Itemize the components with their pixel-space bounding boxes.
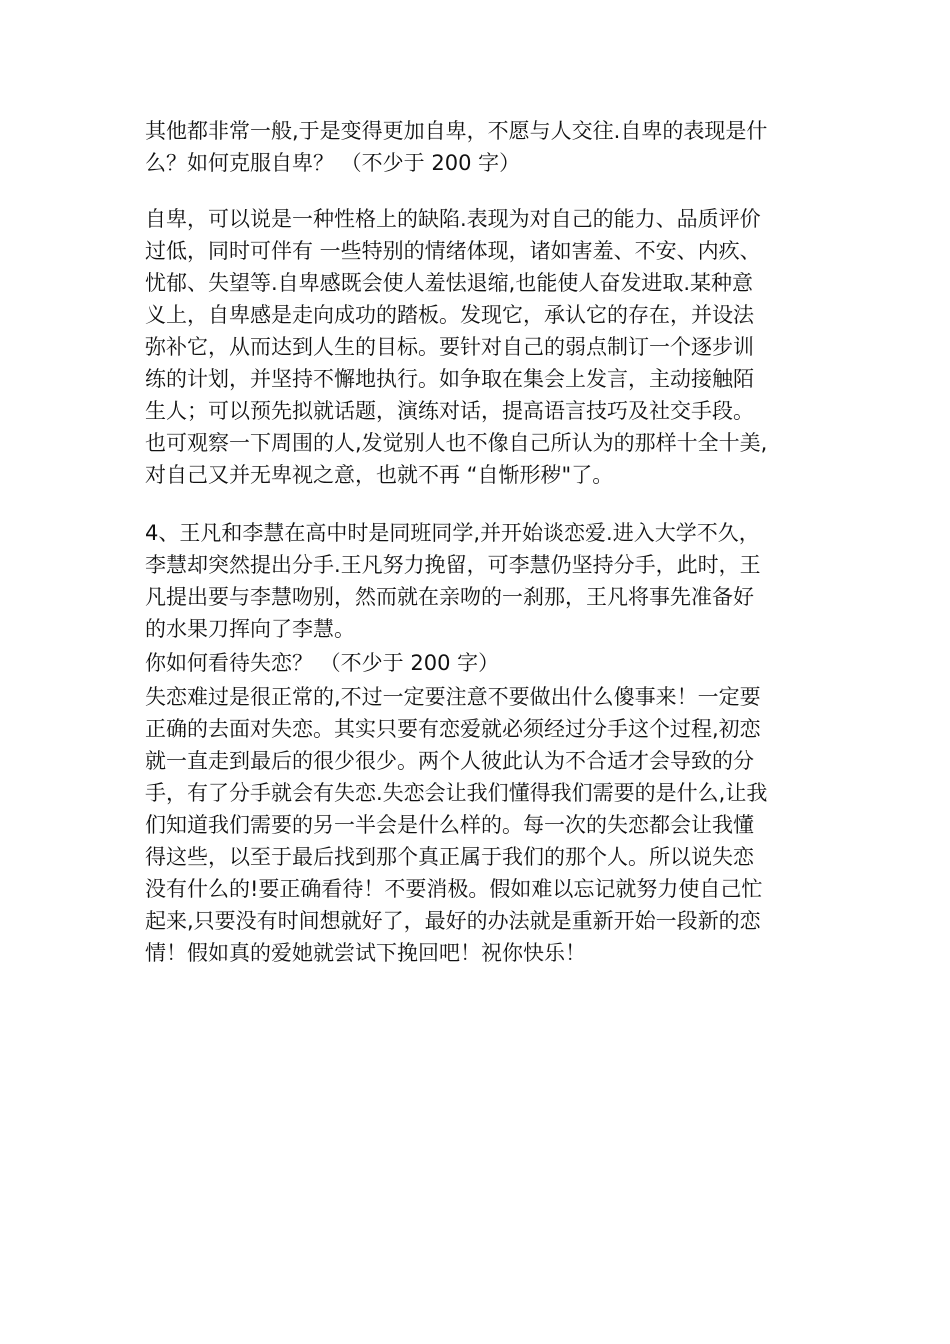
- answer-4-line: 失恋难过是很正常的,不过一定要注意不要做出什么傻事来！一定要: [145, 685, 761, 709]
- answer-3-line: 过低，同时可伴有 一些特别的情绪体现，诸如害羞、不安、内疚、: [145, 239, 761, 263]
- answer-3-line: 弥补它，从而达到人生的目标。要针对自己的弱点制订一个逐步训: [145, 335, 754, 359]
- question-4-line: 凡提出要与李慧吻别，然而就在亲吻的一刹那，王凡将事先准备好: [145, 585, 754, 609]
- answer-4-line: 起来,只要没有时间想就好了，最好的办法就是重新开始一段新的恋: [145, 909, 761, 933]
- answer-4-line: 就一直走到最后的很少很少。两个人彼此认为不合适才会导致的分: [145, 749, 754, 773]
- question-4-prompt: 你如何看待失恋？ （不少于 200 字）: [145, 651, 500, 675]
- answer-4-line: 们知道我们需要的另一半会是什么样的。每一次的失恋都会让我懂: [145, 813, 754, 837]
- question-4-line: 李慧却突然提出分手.王凡努力挽留，可李慧仍坚持分手，此时，王: [145, 553, 761, 577]
- answer-4-line: 情！假如真的爱她就尝试下挽回吧！祝你快乐！: [145, 941, 586, 965]
- answer-3-line: 生人；可以预先拟就话题，演练对话，提高语言技巧及社交手段。: [145, 399, 754, 423]
- question-3-line: 么？如何克服自卑？ （不少于 200 字）: [145, 151, 521, 175]
- answer-4-line: 没有什么的!要正确看待！不要消极。假如难以忘记就努力使自己忙: [145, 877, 763, 901]
- answer-3-line: 也可观察一下周围的人,发觉别人也不像自己所认为的那样十全十美,: [145, 431, 768, 455]
- answer-3-line: 自卑，可以说是一种性格上的缺陷.表现为对自己的能力、品质评价: [145, 207, 761, 231]
- question-3-line: 其他都非常一般,于是变得更加自卑，不愿与人交往.自卑的表现是什: [145, 119, 768, 143]
- answer-3-line: 练的计划，并坚持不懈地执行。如争取在集会上发言，主动接触陌: [145, 367, 754, 391]
- answer-3-line: 义上，自卑感是走向成功的踏板。发现它，承认它的存在，并设法: [145, 303, 754, 327]
- answer-3-line: 忧郁、失望等.自卑感既会使人羞怯退缩,也能使人奋发进取.某种意: [145, 271, 754, 295]
- question-4-line: 的水果刀挥向了李慧。: [145, 617, 355, 641]
- answer-4-line: 手，有了分手就会有失恋.失恋会让我们懂得我们需要的是什么,让我: [145, 781, 768, 805]
- answer-3-line: 对自己又并无卑视之意，也就不再 “自惭形秽"了。: [145, 463, 614, 487]
- answer-4-line: 正确的去面对失恋。其实只要有恋爱就必须经过分手这个过程,初恋: [145, 717, 761, 741]
- question-4-line: 4、王凡和李慧在高中时是同班同学,并开始谈恋爱.进入大学不久，: [145, 521, 760, 545]
- answer-4-line: 得这些，以至于最后找到那个真正属于我们的那个人。所以说失恋: [145, 845, 754, 869]
